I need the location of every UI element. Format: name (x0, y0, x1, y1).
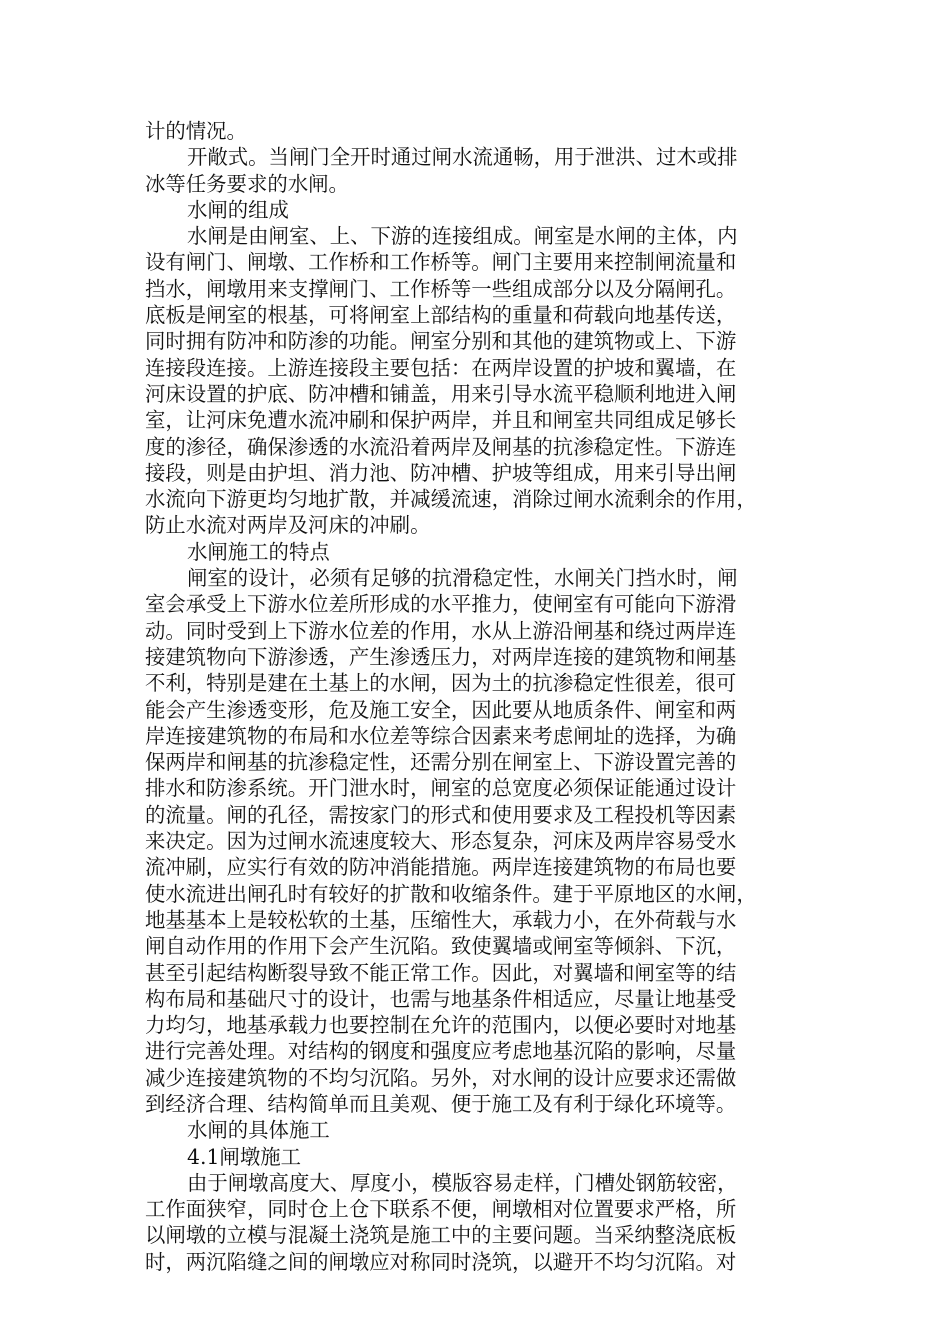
text-line: 室，让河床免遭水流冲刷和保护两岸，并且和闸室共同组成足够长 (145, 408, 737, 433)
text-line: 不利，特别是建在土基上的水闸，因为土的抗渗稳定性很差，很可 (145, 671, 737, 696)
text-line: 构布局和基础尺寸的设计，也需与地基条件相适应，尽量让地基受 (145, 986, 737, 1011)
text-line: 岸连接建筑物的布局和水位差等综合因素来考虑闸址的选择，为确 (145, 723, 737, 748)
text-line: 时，两沉陷缝之间的闸墩应对称同时浇筑，以避开不均匀沉陷。对 (145, 1249, 737, 1274)
text-line: 连接段连接。上游连接段主要包括：在两岸设置的护坡和翼墙，在 (145, 355, 737, 380)
text-line: 水闸的组成 (187, 197, 289, 222)
text-line: 地基基本上是较松软的土基，压缩性大，承载力小，在外荷载与水 (145, 907, 737, 932)
text-line: 来决定。因为过闸水流速度较大、形态复杂，河床及两岸容易受水 (145, 829, 737, 854)
text-line: 使水流进出闸孔时有较好的扩散和收缩条件。建于平原地区的水闸， (145, 881, 757, 906)
text-line: 保两岸和闸基的抗渗稳定性，还需分别在闸室上、下游设置完善的 (145, 750, 737, 775)
text-line: 工作面狭窄，同时仓上仓下联系不便，闸墩相对位置要求严格，所 (145, 1197, 737, 1222)
text-line: 甚至引起结构断裂导致不能正常工作。因此，对翼墙和闸室等的结 (145, 960, 737, 985)
text-line: 防止水流对两岸及河床的冲刷。 (145, 513, 431, 538)
text-line: 水闸的具体施工 (187, 1118, 330, 1143)
text-line: 室会承受上下游水位差所形成的水平推力，使闸室有可能向下游滑 (145, 592, 737, 617)
text-line: 设有闸门、闸墩、工作桥和工作桥等。闸门主要用来控制闸流量和 (145, 250, 737, 275)
text-line: 力均匀，地基承载力也要控制在允许的范围内，以便必要时对地基 (145, 1013, 737, 1038)
text-line: 度的渗径，确保渗透的水流沿着两岸及闸基的抗渗稳定性。下游连 (145, 434, 737, 459)
text-line: 闸室的设计，必须有足够的抗滑稳定性，水闸关门挡水时，闸 (187, 566, 738, 591)
text-line: 流冲刷，应实行有效的防冲消能措施。两岸连接建筑物的布局也要 (145, 855, 737, 880)
text-line: 水流向下游更均匀地扩散，并减缓流速，消除过闸水流剩余的作用， (145, 487, 757, 512)
text-line: 河床设置的护底、防冲槽和铺盖，用来引导水流平稳顺利地进入闸 (145, 381, 737, 406)
text-line: 挡水，闸墩用来支撑闸门、工作桥等一些组成部分以及分隔闸孔。 (145, 276, 737, 301)
text-line: 接建筑物向下游渗透，产生渗透压力，对两岸连接的建筑物和闸基 (145, 644, 737, 669)
text-line: 计的情况。 (145, 119, 247, 143)
text-line: 冰等任务要求的水闸。 (145, 171, 349, 196)
text-line: 进行完善处理。对结构的钢度和强度应考虑地基沉陷的影响，尽量 (145, 1039, 737, 1064)
text-line: 排水和防渗系统。开门泄水时，闸室的总宽度必须保证能通过设计 (145, 776, 737, 801)
text-line: 闸自动作用的作用下会产生沉陷。致使翼墙或闸室等倾斜、下沉， (145, 934, 737, 959)
text-line: 水闸是由闸室、上、下游的连接组成。闸室是水闸的主体，内 (187, 224, 738, 249)
document-body (145, 118, 805, 1275)
text-line: 的流量。闸的孔径，需按家门的形式和使用要求及工程投机等因素 (145, 802, 737, 827)
text-line: 底板是闸室的根基，可将闸室上部结构的重量和荷载向地基传送， (145, 303, 737, 328)
text-line: 水闸施工的特点 (187, 539, 330, 564)
text-line: 接段，则是由护坦、消力池、防冲槽、护坡等组成，用来引导出闸 (145, 460, 737, 485)
text-line: 到经济合理、结构简单而且美观、便于施工及有利于绿化环境等。 (145, 1091, 737, 1116)
text-line: 减少连接建筑物的不均匀沉陷。另外，对水闸的设计应要求还需做 (145, 1065, 737, 1090)
text-line: 以闸墩的立模与混凝土浇筑是施工中的主要问题。当采纳整浇底板 (145, 1223, 737, 1248)
text-line: 动。同时受到上下游水位差的作用，水从上游沿闸基和绕过两岸连 (145, 618, 737, 643)
text-line: 同时拥有防冲和防渗的功能。闸室分别和其他的建筑物或上、下游 (145, 329, 737, 354)
text-line: 由于闸墩高度大、厚度小，模版容易走样，门槽处钢筋较密， (187, 1170, 738, 1195)
text-line: 4.1闸墩施工 (187, 1144, 301, 1169)
text-line: 开敞式。当闸门全开时通过闸水流通畅，用于泄洪、过木或排 (187, 145, 738, 170)
text-line: 能会产生渗透变形，危及施工安全，因此要从地质条件、闸室和两 (145, 697, 737, 722)
